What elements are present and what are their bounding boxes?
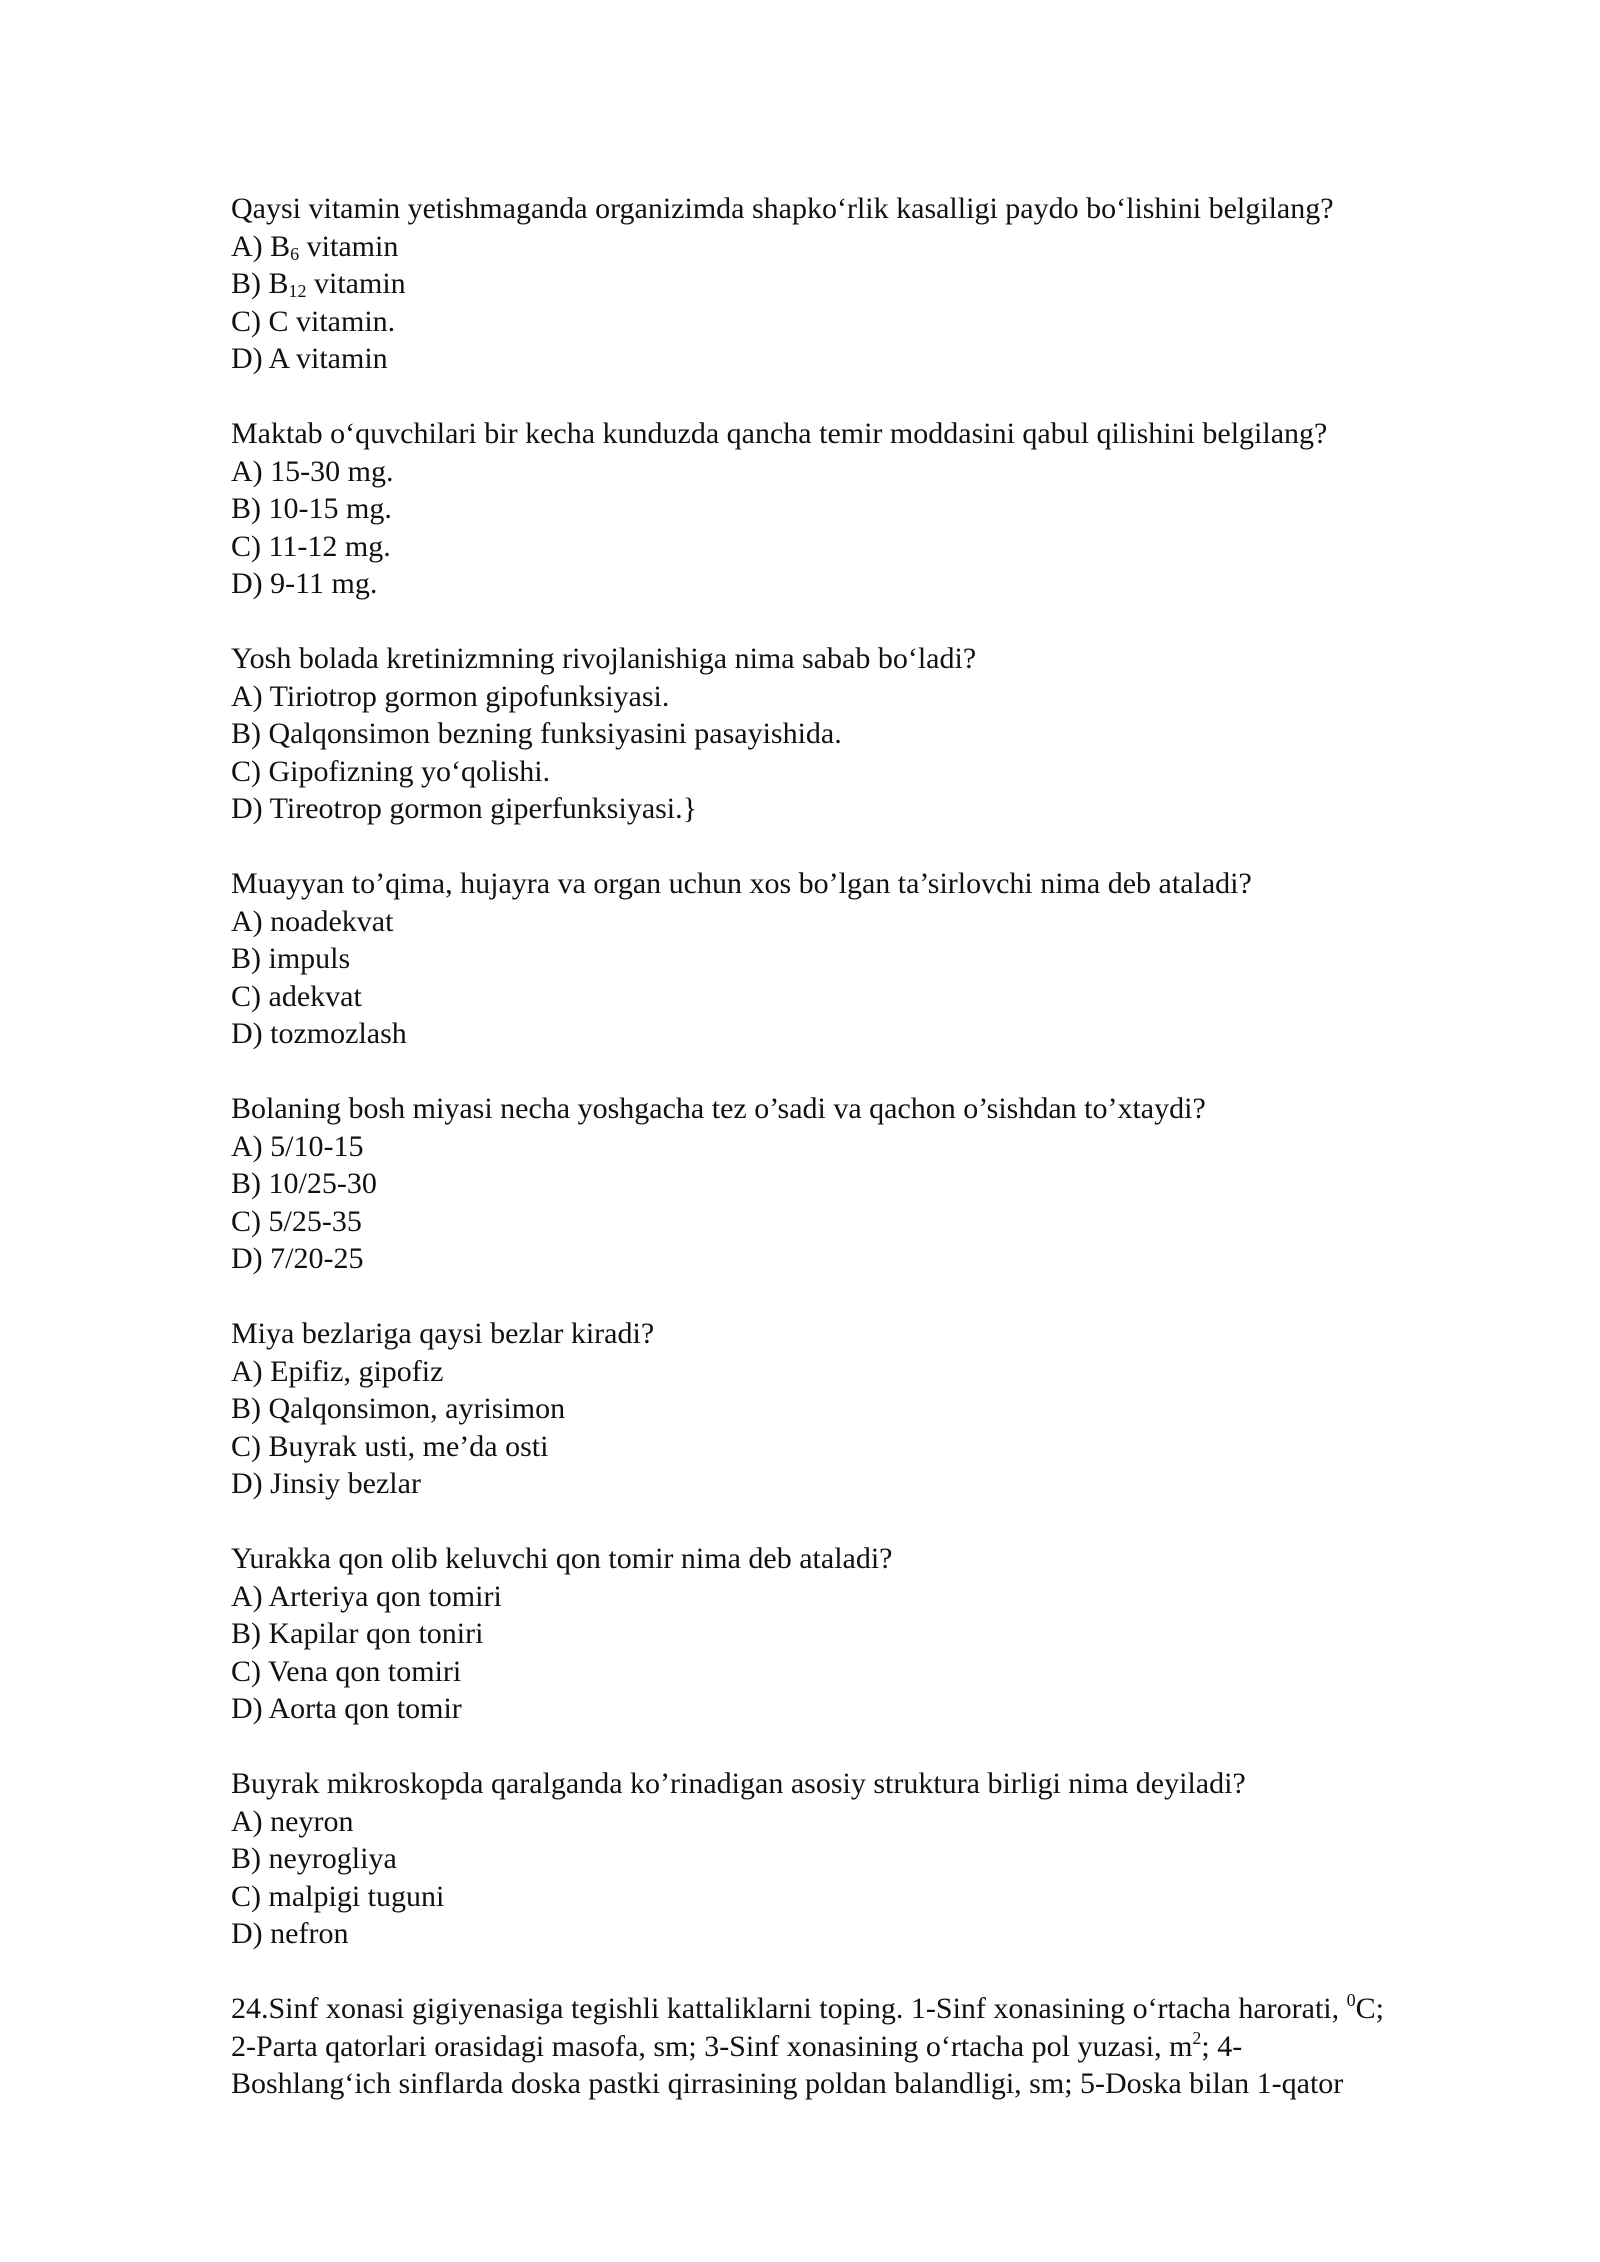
question-text: Yosh bolada kretinizmning rivojlanishiga nima sabab bo‘ladi? [231,642,977,675]
q24-line2-tail: ; 4- [1201,2029,1243,2063]
question-block [231,415,1491,603]
answer-option: C) malpigi tuguni [231,1879,445,1913]
answer-option: D) Aorta qon tomir [231,1692,462,1725]
question-block [231,1540,1491,1728]
option-subscript: 12 [288,281,307,301]
answer-option [231,228,1491,266]
question-text: Buyrak mikroskopda qaralganda ko’rinadigan asosiy struktura birligi nima deyiladi? [231,1767,1246,1800]
answer-option: D) tozmozlash [231,1017,407,1050]
degree-superscript: 0 [1346,1990,1356,2010]
answer-option: C) 5/25-35 [231,1204,362,1238]
answer-option: C) C vitamin. [231,304,396,338]
option-suffix: vitamin [299,229,399,263]
question-24-line-1 [231,1990,1491,2028]
option-prefix: A) B [231,229,291,263]
q24-line1-text: 24.Sinf xonasi gigiyenasiga tegishli kattaliklarni toping. 1-Sinf xonasining o‘rtacha harorati, [231,1992,1347,2025]
question-block [231,1765,1491,1953]
question-block [231,865,1491,1053]
answer-option: B) 10/25-30 [231,1167,377,1200]
answer-option [231,265,1491,303]
question-text: Maktab o‘quvchilari bir kecha kunduzda qancha temir moddasini qabul qilishini belgilang? [231,417,1328,450]
question-text: Yurakka qon olib keluvchi qon tomir nima deb ataladi? [231,1542,893,1575]
answer-option: A) Tiriotrop gormon gipofunksiyasi. [231,679,670,713]
square-superscript: 2 [1192,2027,1202,2048]
q24-line1-unit: C; [1355,1992,1384,2025]
document-body [231,190,1491,2140]
option-subscript: 6 [290,243,300,264]
answer-option: C) Buyrak usti, me’da osti [231,1429,549,1463]
option-prefix: B) B [231,267,289,300]
question-block [231,640,1491,828]
answer-option: A) 15-30 mg. [231,454,394,488]
answer-option: B) 10-15 mg. [231,492,392,525]
answer-option: B) neyrogliya [231,1842,397,1875]
answer-option: A) neyron [231,1804,354,1838]
answer-option: A) Arteriya qon tomiri [231,1579,502,1613]
answer-option: B) Qalqonsimon bezning funksiyasini pasayishida. [231,717,842,750]
question-block [231,1090,1491,1278]
answer-option: D) Tireotrop gormon giperfunksiyasi.} [231,792,698,825]
answer-option: C) Gipofizning yo‘qolishi. [231,754,551,788]
question-block-24 [231,1990,1491,2103]
question-block [231,1315,1491,1503]
answer-option: C) adekvat [231,979,362,1013]
question-text: Muayyan to’qima, hujayra va organ uchun xos bo’lgan ta’sirlovchi nima deb ataladi? [231,867,1252,900]
answer-option: C) 11-12 mg. [231,529,391,563]
answer-option: D) 7/20-25 [231,1242,364,1275]
answer-option: C) Vena qon tomiri [231,1654,462,1688]
answer-option: D) Jinsiy bezlar [231,1467,421,1500]
q24-line2-text: 2-Parta qatorlari orasidagi masofa, sm; 3-Sinf xonasining o‘rtacha pol yuzasi, m [231,2029,1193,2063]
question-text: Miya bezlariga qaysi bezlar kiradi? [231,1317,655,1350]
answer-option: B) Kapilar qon toniri [231,1617,484,1650]
answer-option: B) Qalqonsimon, ayrisimon [231,1392,566,1425]
question-text: Qaysi vitamin yetishmaganda organizimda shapko‘rlik kasalligi paydo bo‘lishini belgilang? [231,192,1334,225]
answer-option: D) 9-11 mg. [231,567,378,600]
answer-option: D) A vitamin [231,342,388,375]
answer-option: A) Epifiz, gipofiz [231,1354,444,1388]
question-24-line-3: Boshlang‘ich sinflarda doska pastki qirrasining poldan balandligi, sm; 5-Doska bilan 1-qator [231,2067,1344,2100]
answer-option: D) nefron [231,1917,349,1950]
question-block [231,190,1491,378]
option-suffix: vitamin [306,267,406,300]
question-text: Bolaning bosh miyasi necha yoshgacha tez o’sadi va qachon o’sishdan to’xtaydi? [231,1092,1206,1125]
answer-option: B) impuls [231,942,351,975]
answer-option: A) noadekvat [231,904,394,938]
answer-option: A) 5/10-15 [231,1129,364,1163]
question-24-line-2 [231,2028,1491,2066]
